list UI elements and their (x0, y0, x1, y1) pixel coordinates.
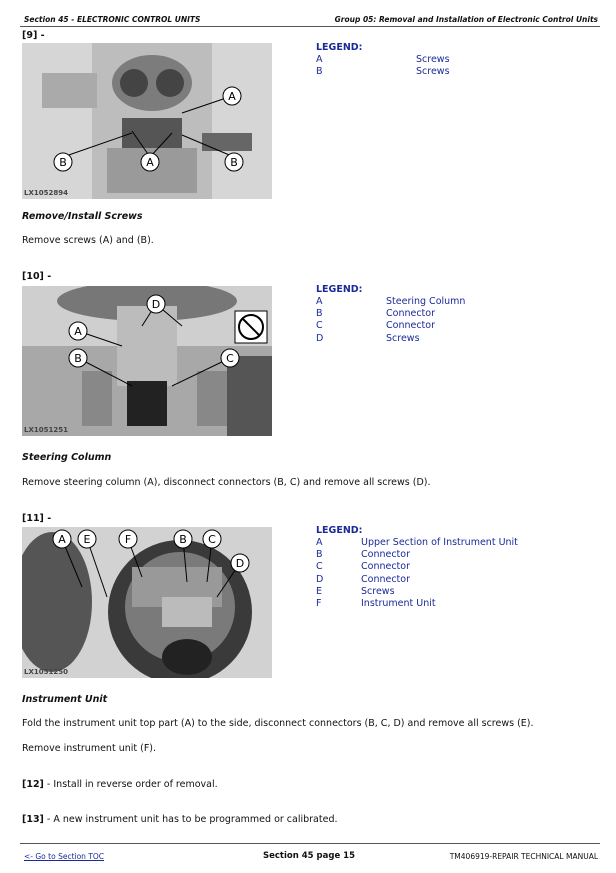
callout-c (203, 530, 221, 548)
callout-a-top (223, 87, 241, 105)
instrument-panel-illustration (22, 43, 272, 199)
legend-item: A Steering Column (316, 296, 466, 307)
callout-f (119, 530, 137, 548)
step-11-text-2: Remove instrument unit (F). (22, 743, 157, 754)
svg-text:A: A (146, 156, 154, 169)
go-to-section-toc-link[interactable]: <- Go to Section TOC (24, 852, 105, 861)
step-13: [13] - A new instrument unit has to be programmed or calibrated. (22, 814, 338, 825)
step-9-number: [9] - (22, 30, 45, 41)
figure-id: LX1051251 (24, 426, 68, 434)
svg-text:E: E (83, 533, 91, 546)
svg-text:D: D (151, 298, 161, 311)
svg-text:B: B (230, 156, 238, 169)
legend-title: LEGEND: (316, 42, 363, 53)
page-number: Section 45 page 15 (263, 851, 355, 861)
figure-step-11 (22, 527, 272, 678)
legend-item: C Connector (316, 320, 435, 332)
callout-d (231, 554, 249, 572)
legend-item: B Connector (316, 549, 410, 561)
step-10-heading: Steering Column (22, 452, 112, 463)
manual-title: TM406919-REPAIR TECHNICAL MANUAL (449, 852, 598, 861)
svg-text:C: C (208, 533, 216, 546)
legend-step-9 (316, 42, 606, 78)
step-11-heading: Instrument Unit (22, 694, 108, 705)
legend-item: C Connector (316, 561, 410, 573)
section-title: Section 45 - ELECTRONIC CONTROL UNITS (24, 15, 201, 24)
figure-step-9 (22, 43, 272, 199)
step-9-heading: Remove/Install Screws (22, 211, 143, 222)
group-title: Group 05: Removal and Installation of Electronic Control Units (334, 15, 598, 24)
figure-id: LX1052894 (24, 189, 68, 197)
svg-text:A: A (228, 90, 236, 103)
legend-step-10 (316, 284, 606, 345)
legend-item: B Screws (316, 66, 450, 78)
svg-text:B: B (179, 533, 187, 546)
footer-divider (20, 843, 600, 844)
legend-item: A Screws (316, 54, 450, 65)
svg-text:A: A (74, 325, 82, 338)
callout-b (69, 349, 87, 367)
instrument-unit-illustration (22, 527, 272, 678)
legend-title: LEGEND: (316, 525, 363, 536)
legend-item: D Connector (316, 573, 410, 585)
legend-item: A Upper Section of Instrument Unit (316, 537, 518, 548)
step-10-number: [10] - (22, 271, 52, 282)
step-12: [12] - Install in reverse order of removal. (22, 779, 218, 790)
svg-text:F: F (124, 533, 132, 546)
svg-text:C: C (226, 352, 234, 365)
legend-item: E Screws (316, 585, 395, 597)
callout-a-center (141, 153, 159, 171)
step-9-text: Remove screws (A) and (B). (22, 235, 154, 246)
callout-a (69, 322, 87, 340)
callout-c (221, 349, 239, 367)
callout-e (78, 530, 96, 548)
callout-d (147, 295, 165, 313)
figure-step-10 (22, 286, 272, 436)
svg-text:A: A (58, 533, 66, 546)
step-10-text: Remove steering column (A), disconnect connectors (B, C) and remove all screws (D). (22, 477, 431, 488)
callout-b-left (54, 153, 72, 171)
legend-step-11 (316, 525, 606, 610)
step-11-text-1: Fold the instrument unit top part (A) to the side, disconnect connectors (B, C, D) and remove all screws (E). (22, 718, 534, 729)
legend-title: LEGEND: (316, 284, 363, 295)
callout-b-right (225, 153, 243, 171)
legend-item: B Connector (316, 308, 435, 320)
callout-a (53, 530, 71, 548)
svg-text:B: B (59, 156, 67, 169)
svg-text:B: B (74, 352, 82, 365)
legend-item: D Screws (316, 332, 420, 344)
callout-b (174, 530, 192, 548)
no-tool-warning-icon (235, 311, 267, 343)
legend-item: F Instrument Unit (316, 597, 436, 609)
step-11-number: [11] - (22, 513, 52, 524)
steering-column-illustration (22, 286, 272, 436)
header-divider (20, 26, 600, 27)
figure-id: LX1051250 (24, 668, 68, 676)
svg-text:D: D (235, 557, 245, 570)
